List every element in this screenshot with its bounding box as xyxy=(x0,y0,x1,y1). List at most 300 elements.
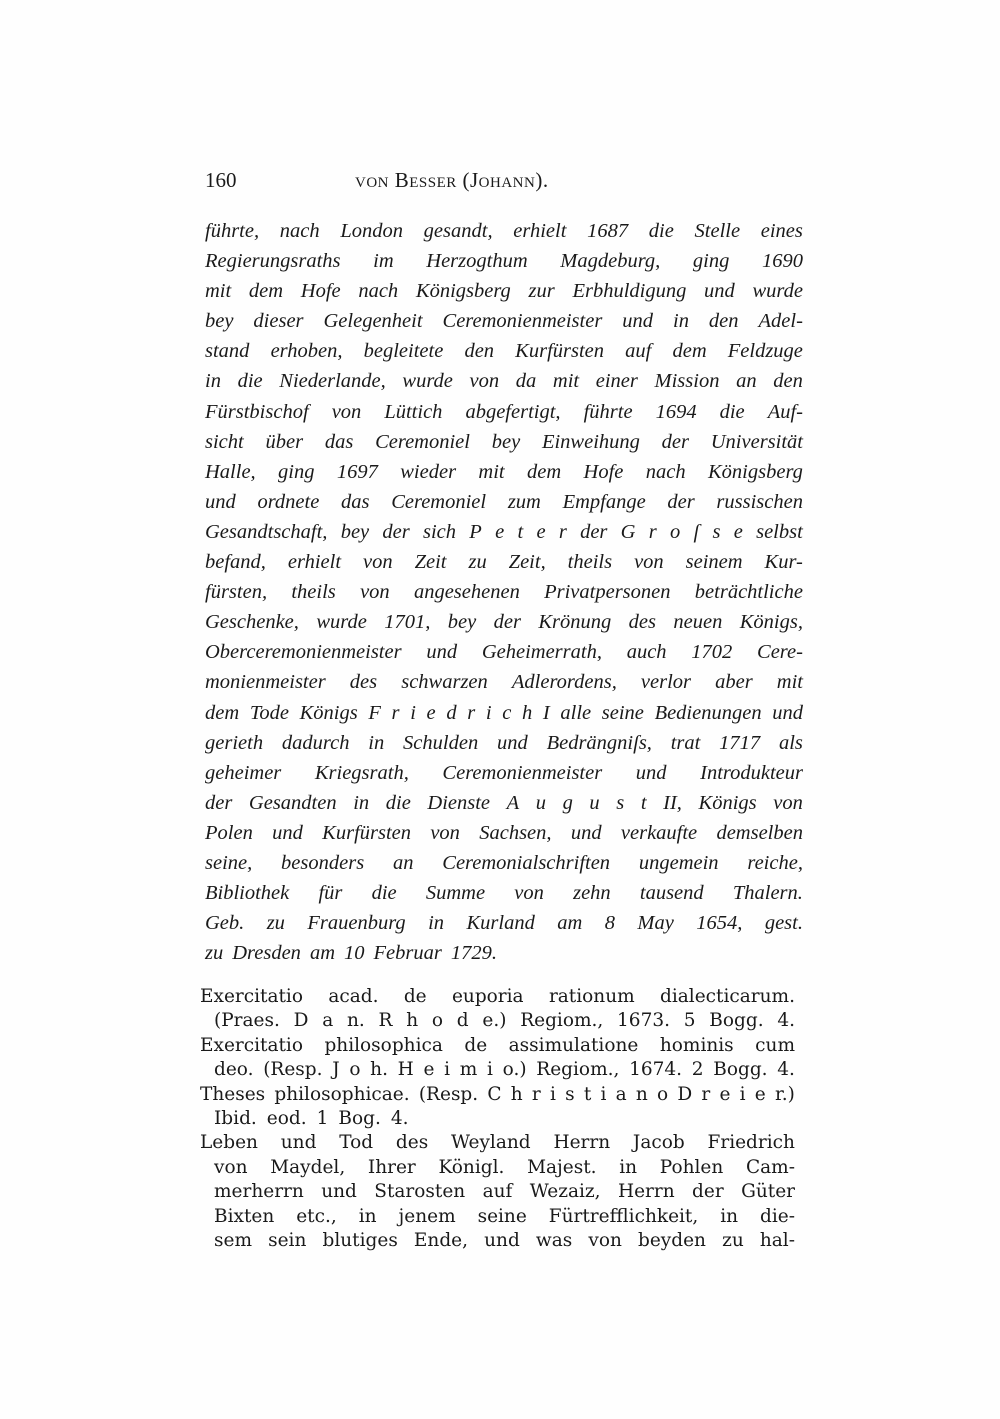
word: 1694 xyxy=(655,400,697,423)
word: die xyxy=(385,791,411,814)
word: Wezaiz, xyxy=(529,1181,601,1203)
word: Bogg. xyxy=(713,1059,768,1081)
word: D xyxy=(293,1010,309,1032)
word: dadurch xyxy=(281,731,350,754)
word: Bog. xyxy=(338,1107,381,1129)
word: im xyxy=(373,250,394,273)
word: s xyxy=(616,791,625,814)
word: in xyxy=(205,370,221,393)
word: tausend xyxy=(639,882,704,905)
word: m xyxy=(459,1059,478,1081)
word: (Praes. xyxy=(214,1010,280,1032)
page-number: 160 xyxy=(205,168,237,192)
bibliography-entry xyxy=(200,985,795,1034)
word: May xyxy=(637,912,674,935)
word: sem xyxy=(214,1229,252,1251)
word: zu xyxy=(205,942,224,965)
word: verlor xyxy=(640,671,692,694)
word: 1701, xyxy=(384,611,431,634)
word: Frauenburg xyxy=(307,912,406,935)
word: rationum xyxy=(548,986,635,1007)
word: wurde xyxy=(402,370,453,393)
word: Ceremoniel xyxy=(391,490,487,513)
biography-text xyxy=(205,216,803,968)
word: angesehenen xyxy=(413,581,520,604)
text-line xyxy=(205,397,803,427)
word: o xyxy=(669,520,681,543)
word: 1697 xyxy=(336,460,378,483)
word: erhielt xyxy=(287,551,342,574)
bibliography-entry xyxy=(200,1083,795,1132)
text-line xyxy=(214,1009,795,1033)
word: 5 xyxy=(683,1010,696,1032)
text-line xyxy=(205,306,803,336)
word: führte xyxy=(583,400,633,423)
word: zu xyxy=(468,551,487,574)
word: de xyxy=(464,1034,488,1056)
word: i xyxy=(487,1059,493,1081)
running-title: von Besser (Johann). xyxy=(355,168,549,192)
word: Gesandten xyxy=(248,791,337,814)
word: von xyxy=(430,821,460,844)
word: cum xyxy=(755,1034,795,1056)
text-line xyxy=(200,1034,795,1058)
text-line xyxy=(205,336,803,366)
word: r xyxy=(391,701,400,724)
word: Königs xyxy=(698,791,757,814)
word: den xyxy=(464,340,495,363)
word: da xyxy=(515,370,537,393)
word: Ibid. xyxy=(214,1107,257,1129)
word: Regiom., xyxy=(520,1010,604,1032)
word: den xyxy=(708,310,739,333)
text-line xyxy=(205,577,803,607)
word: der xyxy=(382,520,410,543)
word: Fürtrefflichkeit, xyxy=(548,1205,699,1227)
text-line xyxy=(214,1205,795,1229)
word: bey xyxy=(205,310,234,333)
word: gerieth xyxy=(205,731,264,754)
word: an xyxy=(736,370,757,393)
word: o.) xyxy=(502,1059,527,1081)
word: Leben xyxy=(200,1132,258,1154)
word: Pohlen xyxy=(659,1156,724,1178)
word: ging xyxy=(278,460,315,483)
word: R xyxy=(378,1010,393,1032)
word: die xyxy=(648,220,674,242)
word: sein xyxy=(268,1229,307,1251)
word: wurde xyxy=(316,611,367,634)
word: Starosten xyxy=(374,1181,466,1203)
word: eines xyxy=(760,220,803,242)
word: Universität xyxy=(710,430,803,453)
word: (Resp. xyxy=(418,1083,479,1105)
word: C xyxy=(487,1083,502,1105)
word: der xyxy=(661,430,689,453)
word: dem xyxy=(527,460,562,483)
word: o xyxy=(349,1059,361,1081)
word: e xyxy=(423,1059,435,1081)
word: ordnete xyxy=(257,490,320,513)
word: Maydel, xyxy=(270,1156,346,1178)
bibliography-list xyxy=(200,985,795,1253)
word: Ceremonienmeister xyxy=(442,310,603,333)
word: des xyxy=(395,1132,429,1154)
word: die xyxy=(237,370,263,393)
word: e xyxy=(754,1083,766,1105)
word: nach xyxy=(358,280,399,303)
word: hal- xyxy=(759,1229,795,1251)
word: 4. xyxy=(777,1059,795,1081)
word: i xyxy=(410,701,416,724)
word: gest. xyxy=(764,912,803,935)
word: am xyxy=(309,942,335,965)
word: Ende, xyxy=(413,1229,469,1251)
word: r xyxy=(701,1083,711,1105)
word: Schulden xyxy=(403,731,479,754)
word: Ceremoniel xyxy=(375,430,470,453)
word: Feldzuge xyxy=(727,340,803,363)
word: Privatpersonen xyxy=(544,581,671,604)
word: in xyxy=(358,1205,377,1227)
word: Summe xyxy=(425,882,486,905)
word: dem xyxy=(248,280,284,303)
text-line xyxy=(205,818,803,848)
word: zehn xyxy=(573,882,611,905)
text-line xyxy=(205,457,803,487)
word: Jacob xyxy=(632,1132,685,1154)
word: h xyxy=(406,1010,419,1032)
word: o xyxy=(431,1010,444,1032)
word: reiche, xyxy=(747,851,803,874)
word: F xyxy=(368,701,381,724)
word: mit xyxy=(478,460,505,483)
word: 1674. xyxy=(629,1059,683,1081)
word: in xyxy=(428,912,445,935)
word: I xyxy=(542,701,550,724)
word: H xyxy=(397,1059,414,1081)
word: Ceremonialschriften xyxy=(442,851,611,874)
word: Dresden xyxy=(232,942,301,965)
word: a xyxy=(615,1083,627,1105)
word: in xyxy=(720,1205,739,1227)
word: Bogg. xyxy=(709,1010,764,1032)
word: trat xyxy=(670,731,701,754)
text-line xyxy=(205,728,803,758)
word: dialecticarum. xyxy=(660,986,795,1007)
word: seine xyxy=(601,701,644,724)
word: mit xyxy=(552,370,580,393)
word: und xyxy=(205,490,236,513)
word: euporia xyxy=(451,986,524,1007)
word: Kurland xyxy=(466,912,535,935)
word: Stelle xyxy=(694,220,741,242)
word: zum xyxy=(507,490,541,513)
word: als xyxy=(778,731,803,754)
word: Geschenke, xyxy=(205,611,299,634)
word: seine, xyxy=(205,851,253,874)
word: von xyxy=(588,1229,622,1251)
text-line xyxy=(205,517,803,547)
word: eod. xyxy=(266,1107,307,1129)
word: Februar xyxy=(373,942,442,965)
page-header xyxy=(205,168,805,198)
word: blutiges xyxy=(322,1229,398,1251)
word: bey xyxy=(491,430,521,453)
word: was xyxy=(535,1229,573,1251)
word: r xyxy=(467,701,476,724)
word: seinem xyxy=(685,551,743,574)
word: Kur- xyxy=(764,551,803,574)
text-line xyxy=(205,667,803,697)
word: i xyxy=(600,1083,607,1105)
word: aber xyxy=(715,671,753,694)
word: u xyxy=(535,791,546,814)
word: nach xyxy=(645,460,686,483)
word: theils xyxy=(567,551,613,574)
word: 1673. xyxy=(617,1010,670,1032)
bibliography-entry xyxy=(200,1034,795,1083)
word: und xyxy=(280,1132,317,1154)
word: der xyxy=(667,490,695,513)
word: g xyxy=(562,791,573,814)
text-line xyxy=(205,698,803,728)
word: 4. xyxy=(777,1010,795,1032)
word: besonders xyxy=(281,851,365,874)
word: Mission xyxy=(654,370,720,393)
word: Königs, xyxy=(739,611,803,634)
word: beträchtliche xyxy=(694,581,803,604)
word: Majest. xyxy=(527,1156,597,1178)
word: t xyxy=(640,791,647,814)
word: hominis xyxy=(659,1034,734,1056)
word: dieser xyxy=(253,310,304,333)
word: von xyxy=(360,581,390,604)
word: seine xyxy=(477,1205,527,1227)
word: Halle, xyxy=(205,460,256,483)
word: erhoben, xyxy=(270,340,343,363)
word: theils xyxy=(291,581,336,604)
word: r xyxy=(558,520,567,543)
word: dem xyxy=(672,340,707,363)
word: r xyxy=(648,520,657,543)
word: einer xyxy=(595,370,638,393)
word: Regiom., xyxy=(536,1059,620,1081)
word: Kurfürsten xyxy=(515,340,605,363)
word: Exercitatio xyxy=(200,1034,303,1056)
word: an xyxy=(392,851,414,874)
word: Krönung xyxy=(538,611,612,634)
word: der xyxy=(493,611,521,634)
word: und xyxy=(497,731,528,754)
word: die- xyxy=(760,1205,795,1227)
word: Friedrich xyxy=(707,1132,795,1154)
word: und xyxy=(635,761,667,784)
text-line xyxy=(205,487,803,517)
word: von xyxy=(363,551,393,574)
word: Cere- xyxy=(757,641,803,664)
word: monienmeister xyxy=(205,671,326,694)
word: Zeit, xyxy=(508,551,546,574)
word: A xyxy=(506,791,520,814)
word: Königsberg xyxy=(415,280,511,303)
word: 1 xyxy=(316,1107,329,1129)
word: das xyxy=(324,430,354,453)
text-line xyxy=(205,938,803,968)
word: Magdeburg, xyxy=(560,250,661,273)
word: Güter xyxy=(741,1181,795,1203)
word: Einweihung xyxy=(541,430,640,453)
word: Geheimerrath, xyxy=(481,641,602,664)
word: der xyxy=(692,1181,724,1203)
bibliography-entry xyxy=(200,1131,795,1253)
word: 1729. xyxy=(450,942,497,965)
word: und xyxy=(426,641,458,664)
word: mit xyxy=(205,280,232,303)
word: h. xyxy=(370,1059,388,1081)
word: in xyxy=(673,310,689,333)
word: von xyxy=(773,791,803,814)
word: i xyxy=(485,701,492,724)
word: schwarzen xyxy=(401,671,488,694)
word: Herrn xyxy=(617,1181,675,1203)
word: befand, xyxy=(205,551,266,574)
text-line xyxy=(205,607,803,637)
word: Regierungsraths xyxy=(205,250,341,273)
word: Theses xyxy=(200,1083,266,1105)
word: Fürstbischof xyxy=(205,400,309,423)
word: Auf- xyxy=(767,400,803,423)
word: Empfange xyxy=(562,490,646,513)
word: e.) xyxy=(482,1010,507,1032)
word: e xyxy=(495,520,505,543)
word: der xyxy=(580,520,608,543)
word: Herzogthum xyxy=(426,250,528,273)
text-line xyxy=(200,985,795,1009)
word: d xyxy=(456,1010,469,1032)
word: i xyxy=(739,1083,746,1105)
word: des xyxy=(349,671,378,694)
word: neuen xyxy=(673,611,723,634)
word: sicht xyxy=(205,430,244,453)
word: acad. xyxy=(328,986,379,1007)
word: bey xyxy=(447,611,477,634)
word: Bedrängniſs, xyxy=(546,731,652,754)
word: jenem xyxy=(398,1205,456,1227)
word: Herrn xyxy=(553,1132,611,1154)
word: in xyxy=(368,731,385,754)
text-line xyxy=(205,366,803,396)
word: G xyxy=(620,520,636,543)
word: auch xyxy=(626,641,667,664)
word: s xyxy=(712,520,721,543)
word: nach xyxy=(279,220,320,242)
word: über xyxy=(265,430,304,453)
word: 1654, xyxy=(696,912,743,935)
word: Lüttich xyxy=(384,400,443,423)
word: Kriegsrath, xyxy=(314,761,409,784)
word: h xyxy=(510,1083,523,1105)
word: a xyxy=(322,1010,334,1032)
word: sich xyxy=(423,520,457,543)
text-line xyxy=(214,1180,795,1204)
word: n. xyxy=(347,1010,365,1032)
word: e xyxy=(536,520,546,543)
text-line xyxy=(205,758,803,788)
text-line xyxy=(205,276,803,306)
text-line xyxy=(214,1156,795,1180)
word: geheimer xyxy=(205,761,282,784)
word: erhielt xyxy=(513,220,567,242)
word: dem xyxy=(205,701,240,724)
word: u xyxy=(589,791,600,814)
word: in xyxy=(353,791,370,814)
word: 2 xyxy=(691,1059,704,1081)
word: Gelegenheit xyxy=(323,310,423,333)
word: ungemein xyxy=(638,851,719,874)
text-line xyxy=(205,216,803,246)
word: gesandt, xyxy=(423,220,493,242)
word: wieder xyxy=(400,460,457,483)
word: in xyxy=(619,1156,638,1178)
word: die xyxy=(719,400,745,423)
word: am xyxy=(557,912,583,935)
word: Polen xyxy=(205,821,253,844)
word: Cam- xyxy=(745,1156,795,1178)
word: des xyxy=(628,611,656,634)
word: führte, xyxy=(205,220,260,242)
text-line xyxy=(214,1107,795,1131)
word: Hofe xyxy=(300,280,341,303)
word: Sachsen, xyxy=(479,821,552,844)
word: merherrn xyxy=(214,1181,304,1203)
word: zur xyxy=(528,280,555,303)
word: alle xyxy=(560,701,592,724)
text-line xyxy=(205,788,803,818)
word: i xyxy=(549,1083,556,1105)
word: bey xyxy=(340,520,370,543)
word: Ceremonienmeister xyxy=(442,761,603,784)
word: Weyland xyxy=(451,1132,531,1154)
word: beyden xyxy=(638,1229,706,1251)
word: Gesandtschaft, xyxy=(205,520,328,543)
word: (Resp. xyxy=(263,1059,323,1081)
word: o xyxy=(657,1083,669,1105)
word: ſ xyxy=(693,520,700,543)
word: das xyxy=(341,490,370,513)
word: philosophica xyxy=(324,1034,443,1056)
word: 1702 xyxy=(691,641,733,664)
word: Hofe xyxy=(583,460,624,483)
word: c xyxy=(502,701,512,724)
word: London xyxy=(340,220,403,242)
word: assimulatione xyxy=(508,1034,639,1056)
word: 4. xyxy=(390,1107,409,1129)
word: der xyxy=(205,791,233,814)
word: i xyxy=(444,1059,451,1081)
word: und xyxy=(704,280,735,303)
word: Dienste xyxy=(427,791,491,814)
word: Adlerordens, xyxy=(511,671,617,694)
word: russischen xyxy=(716,490,803,513)
text-line xyxy=(214,1058,795,1082)
word: 10 xyxy=(344,942,365,965)
word: demselben xyxy=(716,821,803,844)
word: und xyxy=(484,1229,520,1251)
word: zu xyxy=(722,1229,744,1251)
word: von xyxy=(331,400,362,423)
word: P xyxy=(469,520,482,543)
